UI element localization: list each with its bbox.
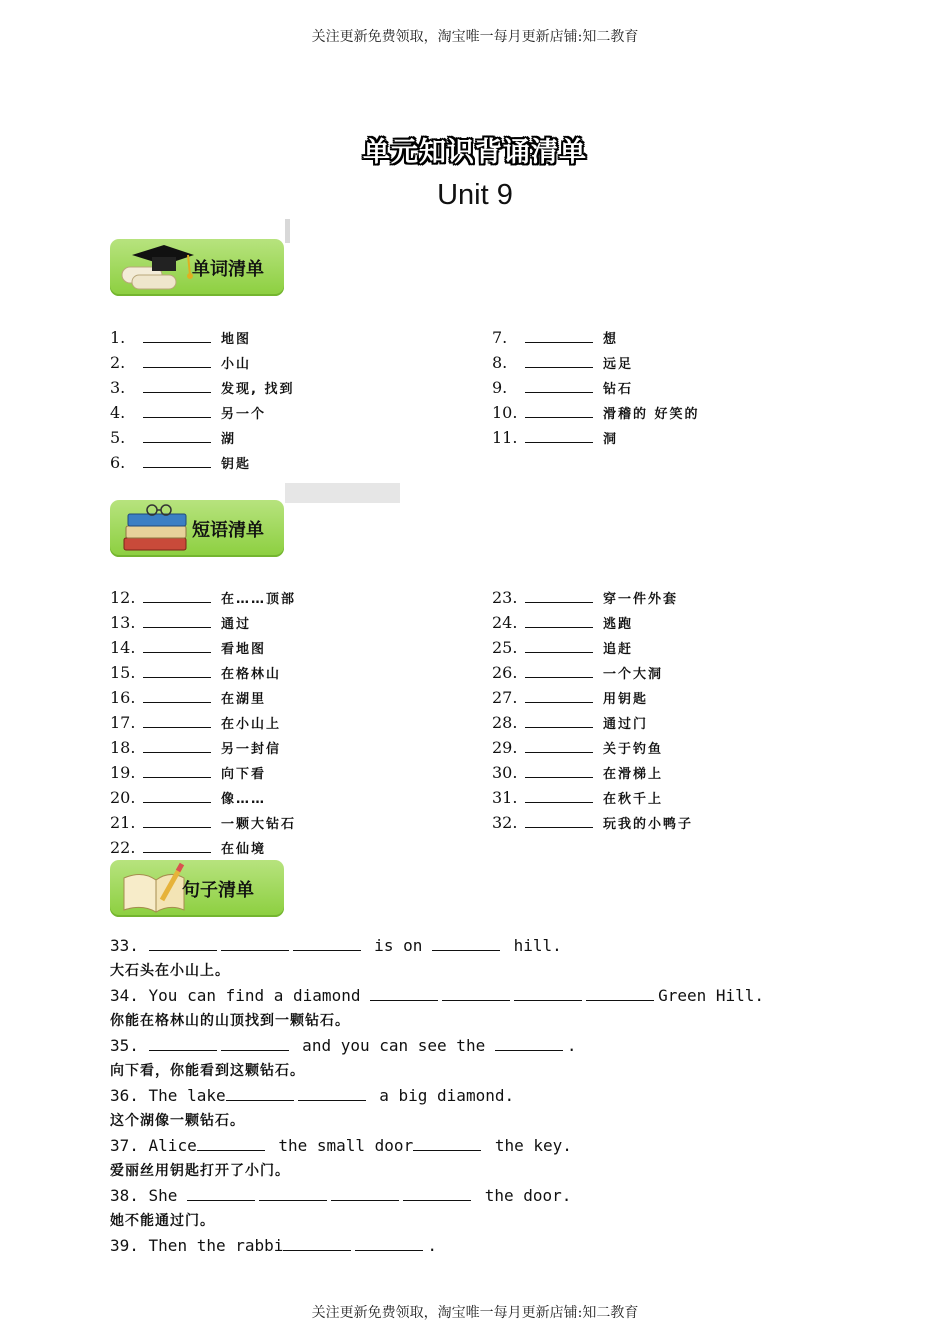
list-item bbox=[492, 786, 663, 810]
item-chinese: 在……顶部 bbox=[221, 592, 297, 607]
sentence-number: 33. bbox=[110, 936, 139, 955]
list-item bbox=[492, 426, 618, 450]
list-item bbox=[110, 711, 281, 735]
sentence-text: hill. bbox=[503, 936, 562, 955]
sentence-english bbox=[110, 1184, 571, 1208]
answer-blank[interactable] bbox=[187, 1185, 255, 1201]
answer-blank[interactable] bbox=[143, 662, 211, 678]
item-number: 25. bbox=[492, 638, 518, 657]
item-number: 12. bbox=[110, 588, 136, 607]
answer-blank[interactable] bbox=[197, 1135, 265, 1151]
list-item bbox=[110, 636, 266, 660]
answer-blank[interactable] bbox=[514, 985, 582, 1001]
item-chinese: 一颗大钻石 bbox=[221, 817, 297, 832]
answer-blank[interactable] bbox=[525, 587, 593, 603]
answer-blank[interactable] bbox=[331, 1185, 399, 1201]
answer-blank[interactable] bbox=[283, 1235, 351, 1251]
item-number: 31. bbox=[492, 788, 518, 807]
answer-blank[interactable] bbox=[143, 377, 211, 393]
list-item bbox=[110, 401, 266, 425]
item-chinese: 远足 bbox=[603, 357, 634, 372]
item-chinese: 通过门 bbox=[603, 717, 649, 732]
sentence-text: The lake bbox=[138, 1086, 226, 1105]
answer-blank[interactable] bbox=[432, 935, 500, 951]
answer-blank[interactable] bbox=[143, 402, 211, 418]
list-item bbox=[492, 611, 633, 635]
answer-blank[interactable] bbox=[143, 587, 211, 603]
sentence-chinese: 爱丽丝用钥匙打开了小门。 bbox=[110, 1163, 290, 1179]
answer-blank[interactable] bbox=[143, 737, 211, 753]
item-number: 10. bbox=[492, 403, 518, 422]
sentence-text: Green Hill. bbox=[658, 986, 765, 1005]
page-header: 关注更新免费领取，淘宝唯一每月更新店铺:知二教育 bbox=[311, 29, 639, 45]
item-chinese: 洞 bbox=[603, 432, 619, 447]
item-number: 26. bbox=[492, 663, 518, 682]
sentence-text: . bbox=[566, 1036, 577, 1055]
sentence-english bbox=[110, 1134, 572, 1158]
words-section-badge bbox=[110, 239, 284, 296]
cursor-marker bbox=[285, 219, 290, 243]
item-number: 13. bbox=[110, 613, 136, 632]
answer-blank[interactable] bbox=[143, 327, 211, 343]
sentence-english bbox=[110, 1084, 514, 1108]
item-number: 20. bbox=[110, 788, 136, 807]
sentence-english bbox=[110, 1234, 437, 1258]
item-chinese: 关于钓鱼 bbox=[603, 742, 664, 757]
list-item bbox=[492, 736, 663, 760]
answer-blank[interactable] bbox=[525, 427, 593, 443]
phrases-section-label: 短语清单 bbox=[192, 520, 264, 541]
answer-blank[interactable] bbox=[586, 985, 654, 1001]
item-chinese: 在秋千上 bbox=[603, 792, 664, 807]
sentence-english bbox=[110, 984, 764, 1008]
answer-blank[interactable] bbox=[525, 812, 593, 828]
sentence-chinese: 这个湖像一颗钻石。 bbox=[110, 1113, 245, 1129]
answer-blank[interactable] bbox=[525, 737, 593, 753]
item-chinese: 另一个 bbox=[221, 407, 267, 422]
page-title: 单元知识背诵清单 bbox=[363, 137, 587, 168]
list-item bbox=[492, 376, 633, 400]
item-chinese: 在滑梯上 bbox=[603, 767, 664, 782]
answer-blank[interactable] bbox=[143, 712, 211, 728]
sentence-english bbox=[110, 934, 562, 958]
sentence-number: 39. bbox=[110, 1236, 139, 1255]
item-number: 27. bbox=[492, 688, 518, 707]
item-chinese: 在格林山 bbox=[221, 667, 282, 682]
answer-blank[interactable] bbox=[293, 935, 361, 951]
list-item bbox=[110, 786, 266, 810]
sentence-text: and you can see the bbox=[292, 1036, 495, 1055]
list-item bbox=[492, 761, 663, 785]
sentence-chinese: 她不能通过门。 bbox=[110, 1213, 215, 1229]
answer-blank[interactable] bbox=[226, 1085, 294, 1101]
answer-blank[interactable] bbox=[143, 612, 211, 628]
item-number: 18. bbox=[110, 738, 136, 757]
list-item bbox=[110, 326, 251, 350]
item-number: 22. bbox=[110, 838, 136, 857]
item-number: 1. bbox=[110, 328, 126, 347]
words-section-label: 单词清单 bbox=[192, 259, 264, 280]
answer-blank[interactable] bbox=[143, 452, 211, 468]
item-chinese: 在小山上 bbox=[221, 717, 282, 732]
item-number: 29. bbox=[492, 738, 518, 757]
sentence-english bbox=[110, 1034, 576, 1058]
answer-blank[interactable] bbox=[525, 327, 593, 343]
answer-blank[interactable] bbox=[355, 1235, 423, 1251]
sentence-number: 34. bbox=[110, 986, 139, 1005]
answer-blank[interactable] bbox=[143, 687, 211, 703]
answer-blank[interactable] bbox=[298, 1085, 366, 1101]
item-number: 9. bbox=[492, 378, 508, 397]
item-number: 4. bbox=[110, 403, 126, 422]
list-item bbox=[492, 661, 663, 685]
item-chinese: 滑稽的 好笑的 bbox=[603, 407, 700, 422]
item-number: 5. bbox=[110, 428, 126, 447]
list-item bbox=[110, 376, 294, 400]
list-item bbox=[492, 326, 618, 350]
item-chinese: 钥匙 bbox=[221, 457, 252, 472]
list-item bbox=[110, 761, 266, 785]
item-number: 6. bbox=[110, 453, 126, 472]
answer-blank[interactable] bbox=[221, 935, 289, 951]
sentence-text: Then the rabbi bbox=[138, 1236, 284, 1255]
list-item bbox=[492, 351, 633, 375]
answer-blank[interactable] bbox=[413, 1135, 481, 1151]
answer-blank[interactable] bbox=[143, 812, 211, 828]
answer-blank[interactable] bbox=[143, 427, 211, 443]
item-number: 21. bbox=[110, 813, 136, 832]
answer-blank[interactable] bbox=[525, 402, 593, 418]
page-footer: 关注更新免费领取，淘宝唯一每月更新店铺:知二教育 bbox=[311, 1305, 639, 1321]
sentence-chinese: 向下看，你能看到这颗钻石。 bbox=[110, 1063, 305, 1079]
sentence-chinese: 大石头在小山上。 bbox=[110, 963, 230, 979]
sentence-text: She bbox=[138, 1186, 188, 1205]
answer-blank[interactable] bbox=[259, 1185, 327, 1201]
item-chinese: 用钥匙 bbox=[603, 692, 649, 707]
item-chinese: 玩我的小鸭子 bbox=[603, 817, 694, 832]
item-number: 30. bbox=[492, 763, 518, 782]
answer-blank[interactable] bbox=[143, 787, 211, 803]
item-number: 32. bbox=[492, 813, 518, 832]
item-chinese: 想 bbox=[603, 332, 619, 347]
list-item bbox=[492, 811, 693, 835]
sentences-section-badge bbox=[110, 860, 284, 917]
item-chinese: 地图 bbox=[221, 332, 252, 347]
unit-title: Unit 9 bbox=[437, 179, 513, 211]
answer-blank[interactable] bbox=[525, 762, 593, 778]
item-number: 15. bbox=[110, 663, 136, 682]
item-number: 8. bbox=[492, 353, 508, 372]
list-item bbox=[110, 586, 296, 610]
answer-blank[interactable] bbox=[143, 637, 211, 653]
item-chinese: 像…… bbox=[221, 792, 267, 807]
item-number: 2. bbox=[110, 353, 126, 372]
answer-blank[interactable] bbox=[525, 712, 593, 728]
sentence-text: You can find a diamond bbox=[138, 986, 371, 1005]
sentence-text: is on bbox=[364, 936, 432, 955]
item-chinese: 通过 bbox=[221, 617, 252, 632]
item-number: 16. bbox=[110, 688, 136, 707]
list-item bbox=[492, 636, 633, 660]
item-chinese: 逃跑 bbox=[603, 617, 634, 632]
list-item bbox=[110, 661, 281, 685]
item-chinese: 另一封信 bbox=[221, 742, 282, 757]
item-number: 28. bbox=[492, 713, 518, 732]
list-item bbox=[110, 451, 251, 475]
sentence-number: 35. bbox=[110, 1036, 139, 1055]
item-number: 3. bbox=[110, 378, 126, 397]
list-item bbox=[110, 686, 266, 710]
item-number: 14. bbox=[110, 638, 136, 657]
gray-highlight-bar bbox=[285, 483, 400, 503]
item-chinese: 一个大洞 bbox=[603, 667, 664, 682]
sentence-text: Alice bbox=[138, 1136, 197, 1155]
answer-blank[interactable] bbox=[143, 352, 211, 368]
item-chinese: 在仙境 bbox=[221, 842, 267, 857]
list-item bbox=[110, 426, 236, 450]
item-chinese: 发现, 找到 bbox=[221, 382, 295, 397]
answer-blank[interactable] bbox=[525, 687, 593, 703]
answer-blank[interactable] bbox=[525, 662, 593, 678]
answer-blank[interactable] bbox=[525, 352, 593, 368]
answer-blank[interactable] bbox=[149, 1035, 217, 1051]
answer-blank[interactable] bbox=[143, 762, 211, 778]
answer-blank[interactable] bbox=[221, 1035, 289, 1051]
item-number: 11. bbox=[492, 428, 518, 447]
graduation-cap-icon bbox=[118, 241, 198, 295]
sentence-number: 37. bbox=[110, 1136, 139, 1155]
answer-blank[interactable] bbox=[525, 612, 593, 628]
answer-blank[interactable] bbox=[403, 1185, 471, 1201]
item-number: 24. bbox=[492, 613, 518, 632]
answer-blank[interactable] bbox=[442, 985, 510, 1001]
sentence-text: the small door bbox=[268, 1136, 414, 1155]
list-item bbox=[110, 836, 266, 860]
item-chinese: 追赶 bbox=[603, 642, 634, 657]
sentence-text: the key. bbox=[485, 1136, 572, 1155]
item-number: 23. bbox=[492, 588, 518, 607]
item-chinese: 湖 bbox=[221, 432, 237, 447]
books-icon bbox=[118, 502, 198, 556]
answer-blank[interactable] bbox=[525, 377, 593, 393]
answer-blank[interactable] bbox=[525, 637, 593, 653]
item-number: 19. bbox=[110, 763, 136, 782]
phrases-section-badge bbox=[110, 500, 284, 557]
item-chinese: 向下看 bbox=[221, 767, 267, 782]
item-number: 17. bbox=[110, 713, 136, 732]
list-item bbox=[110, 611, 251, 635]
answer-blank[interactable] bbox=[370, 985, 438, 1001]
sentence-text: the door. bbox=[475, 1186, 572, 1205]
item-chinese: 在湖里 bbox=[221, 692, 267, 707]
item-chinese: 穿一件外套 bbox=[603, 592, 679, 607]
sentence-text: . bbox=[427, 1236, 438, 1255]
list-item bbox=[110, 351, 251, 375]
sentence-text: a big diamond. bbox=[369, 1086, 515, 1105]
item-number: 7. bbox=[492, 328, 508, 347]
item-chinese: 小山 bbox=[221, 357, 252, 372]
list-item bbox=[492, 686, 648, 710]
item-chinese: 钻石 bbox=[603, 382, 634, 397]
list-item bbox=[110, 736, 281, 760]
list-item bbox=[492, 401, 700, 425]
list-item bbox=[110, 811, 296, 835]
sentence-chinese: 你能在格林山的山顶找到一颗钻石。 bbox=[110, 1013, 350, 1029]
sentence-number: 38. bbox=[110, 1186, 139, 1205]
sentence-number: 36. bbox=[110, 1086, 139, 1105]
item-chinese: 看地图 bbox=[221, 642, 267, 657]
list-item bbox=[492, 586, 678, 610]
answer-blank[interactable] bbox=[149, 935, 217, 951]
answer-blank[interactable] bbox=[143, 837, 211, 853]
list-item bbox=[492, 711, 648, 735]
answer-blank[interactable] bbox=[495, 1035, 563, 1051]
answer-blank[interactable] bbox=[525, 787, 593, 803]
sentences-section-label: 句子清单 bbox=[182, 880, 254, 901]
